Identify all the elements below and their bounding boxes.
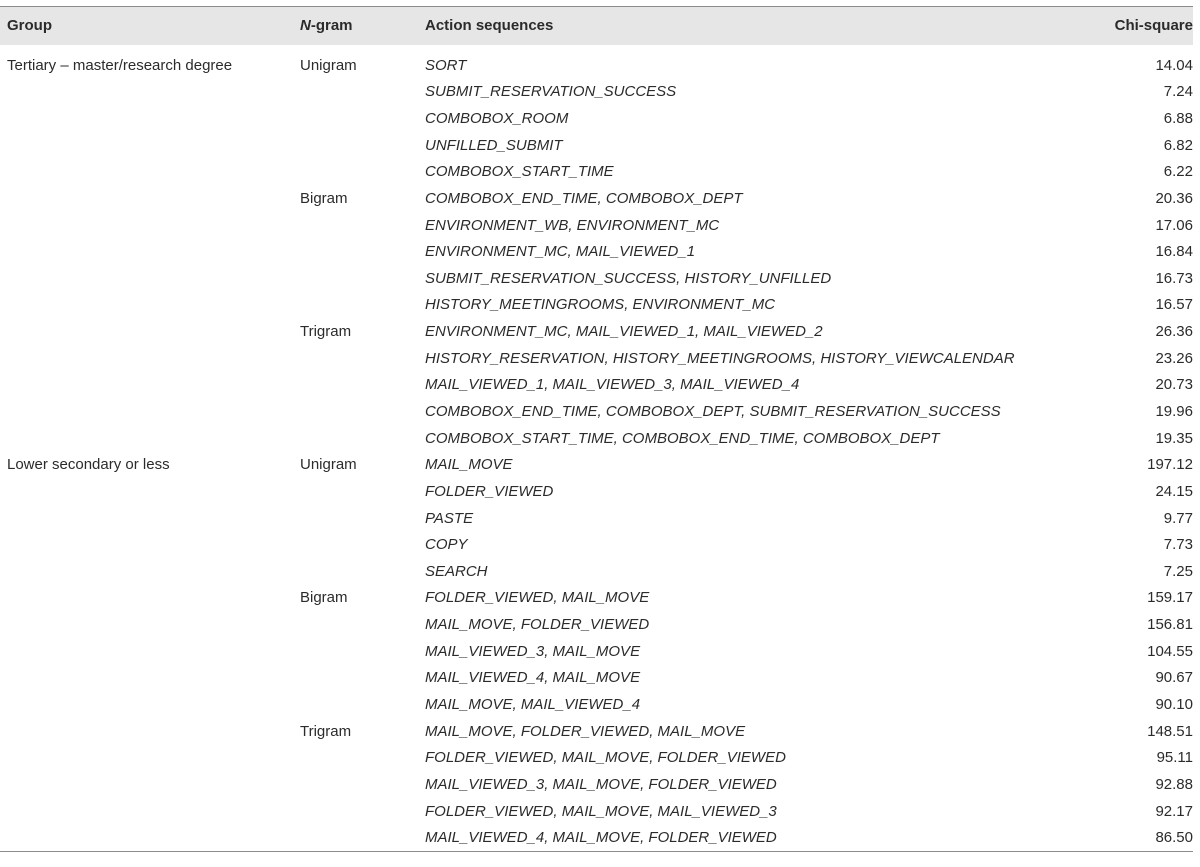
group-cell <box>0 345 300 372</box>
group-cell <box>0 691 300 718</box>
table-row <box>0 292 1193 319</box>
group-cell <box>0 824 300 851</box>
group-cell <box>0 425 300 452</box>
header-ngram-n: N <box>300 17 311 35</box>
group-cell <box>0 398 300 425</box>
table-row <box>0 638 1193 665</box>
chi-square-cell: 92.17 <box>1155 802 1193 820</box>
ngram-cell <box>300 691 425 718</box>
action-sequence-cell: MAIL_VIEWED_4, MAIL_MOVE <box>425 669 641 687</box>
chi-square-cell: 148.51 <box>1147 722 1193 740</box>
action-sequence-cell: COMBOBOX_START_TIME, COMBOBOX_END_TIME, COMBOBOX_DEPT <box>425 429 940 447</box>
table-row <box>0 185 1193 212</box>
ngram-cell <box>300 531 425 558</box>
group-cell <box>0 771 300 798</box>
action-sequence-cell: HISTORY_RESERVATION, HISTORY_MEETINGROOMS, HISTORY_VIEWCALENDAR <box>425 349 1015 367</box>
action-sequence-cell: FOLDER_VIEWED, MAIL_MOVE, MAIL_VIEWED_3 <box>425 802 777 820</box>
header-group: Group <box>7 17 52 35</box>
chi-square-cell: 19.96 <box>1155 403 1193 420</box>
group-cell <box>0 505 300 532</box>
group-cell <box>0 745 300 772</box>
action-sequence-cell: FOLDER_VIEWED, MAIL_MOVE, FOLDER_VIEWED <box>425 749 786 767</box>
chi-square-cell: 90.67 <box>1155 669 1193 687</box>
table-row <box>0 611 1193 638</box>
ngram-cell <box>300 638 425 665</box>
ngram-cell <box>300 238 425 265</box>
group-cell <box>0 265 300 292</box>
group-cell <box>0 318 300 345</box>
group-cell <box>0 798 300 825</box>
group-cell <box>0 531 300 558</box>
chi-square-cell: 7.73 <box>1163 536 1193 554</box>
chi-square-cell: 19.35 <box>1155 429 1193 447</box>
action-sequence-cell: MAIL_VIEWED_1, MAIL_VIEWED_3, MAIL_VIEWED_4 <box>425 376 800 394</box>
table-row <box>0 531 1193 558</box>
chi-square-cell: 7.24 <box>1163 83 1193 101</box>
ngram-cell: Trigram <box>300 722 352 740</box>
action-sequence-cell: MAIL_MOVE <box>425 456 513 474</box>
group-cell <box>0 79 300 106</box>
group-cell <box>0 611 300 638</box>
header-ngram <box>300 7 425 45</box>
chi-square-cell: 95.11 <box>1156 749 1193 767</box>
chi-square-cell: 197.12 <box>1147 456 1193 474</box>
action-sequence-cell: MAIL_MOVE, MAIL_VIEWED_4 <box>425 696 641 714</box>
action-sequence-cell: ENVIRONMENT_WB, ENVIRONMENT_MC <box>425 216 720 234</box>
action-sequence-cell: FOLDER_VIEWED, MAIL_MOVE <box>425 589 650 607</box>
action-sequence-cell: MAIL_VIEWED_3, MAIL_MOVE, FOLDER_VIEWED <box>425 775 777 793</box>
group-cell <box>0 558 300 585</box>
table-row <box>0 691 1193 718</box>
ngram-cell <box>300 505 425 532</box>
group-cell: Tertiary – master/research degree <box>7 56 233 74</box>
group-cell <box>0 478 300 505</box>
ngram-cell <box>300 398 425 425</box>
chi-square-cell: 6.22 <box>1163 163 1193 181</box>
group-cell <box>0 158 300 185</box>
ngram-cell <box>300 425 425 452</box>
chi-square-cell: 16.57 <box>1155 296 1193 314</box>
action-sequence-cell: UNFILLED_SUBMIT <box>425 136 563 154</box>
table-row <box>0 372 1193 399</box>
action-sequence-cell: SORT <box>425 56 467 74</box>
chi-square-cell: 7.25 <box>1163 562 1193 580</box>
table-row <box>0 451 1193 478</box>
action-sequence-cell: MAIL_MOVE, FOLDER_VIEWED <box>425 616 650 634</box>
action-sequence-cell: COMBOBOX_START_TIME <box>425 163 614 181</box>
header-ngram-suffix: -gram <box>310 17 353 35</box>
table-row <box>0 398 1193 425</box>
ngram-cell <box>300 265 425 292</box>
ngram-cell <box>300 132 425 159</box>
ngram-cell <box>300 611 425 638</box>
ngram-cell: Bigram <box>300 189 348 207</box>
header-chi-square: Chi-square <box>1114 17 1193 35</box>
table-row <box>0 478 1193 505</box>
chi-square-cell: 159.17 <box>1147 589 1193 607</box>
group-cell <box>0 132 300 159</box>
ngram-cell: Bigram <box>300 589 348 607</box>
chi-square-cell: 156.81 <box>1147 616 1193 634</box>
action-sequence-cell: MAIL_VIEWED_3, MAIL_MOVE <box>425 642 641 660</box>
table-body <box>0 45 1193 852</box>
group-cell <box>0 292 300 319</box>
table-row <box>0 505 1193 532</box>
action-sequence-cell: MAIL_MOVE, FOLDER_VIEWED, MAIL_MOVE <box>425 722 746 740</box>
action-sequence-cell: COMBOBOX_END_TIME, COMBOBOX_DEPT, SUBMIT_RESERVATION_SUCCESS <box>425 403 1001 420</box>
header-action-sequences: Action sequences <box>425 17 554 35</box>
ngram-cell <box>300 824 425 851</box>
action-sequence-cell: COMBOBOX_END_TIME, COMBOBOX_DEPT <box>425 189 743 207</box>
chi-square-cell: 14.04 <box>1155 56 1193 74</box>
chi-square-cell: 6.88 <box>1163 109 1193 127</box>
group-cell <box>0 665 300 692</box>
action-sequence-cell: COPY <box>425 536 468 554</box>
group-cell: Lower secondary or less <box>7 456 170 474</box>
action-sequence-cell: PASTE <box>425 509 474 527</box>
chi-square-cell: 17.06 <box>1155 216 1193 234</box>
group-cell <box>0 638 300 665</box>
ngram-cell <box>300 345 425 372</box>
group-cell <box>0 372 300 399</box>
ngram-cell <box>300 478 425 505</box>
group-cell <box>0 718 300 745</box>
chi-square-cell: 6.82 <box>1163 136 1193 154</box>
ngram-cell <box>300 105 425 132</box>
chi-square-cell: 92.88 <box>1155 775 1193 793</box>
chi-square-cell: 24.15 <box>1155 482 1193 500</box>
table-row <box>0 745 1193 772</box>
action-sequence-cell: FOLDER_VIEWED <box>425 482 554 500</box>
table-row <box>0 665 1193 692</box>
table-row <box>0 158 1193 185</box>
ngram-cell <box>300 79 425 106</box>
ngram-cell <box>300 292 425 319</box>
ngram-cell <box>300 798 425 825</box>
group-cell <box>0 212 300 239</box>
action-sequence-cell: ENVIRONMENT_MC, MAIL_VIEWED_1, MAIL_VIEWED_2 <box>425 323 823 341</box>
table-row <box>0 345 1193 372</box>
chi-square-cell: 90.10 <box>1155 696 1193 714</box>
chi-square-cell: 104.55 <box>1147 642 1193 660</box>
table-row <box>0 771 1193 798</box>
ngram-cell <box>300 158 425 185</box>
ngram-cell <box>300 745 425 772</box>
table-row <box>0 265 1193 292</box>
table-row <box>0 212 1193 239</box>
table-row <box>0 798 1193 825</box>
chi-square-cell: 16.84 <box>1155 243 1193 261</box>
table-row <box>0 45 1193 79</box>
chi-square-cell: 26.36 <box>1155 323 1193 341</box>
table-row <box>0 718 1193 745</box>
table-row <box>0 105 1193 132</box>
table-row <box>0 824 1193 851</box>
group-cell <box>0 105 300 132</box>
action-sequence-cell: COMBOBOX_ROOM <box>425 109 569 127</box>
group-cell <box>0 185 300 212</box>
group-cell <box>0 238 300 265</box>
ngram-cell: Unigram <box>300 56 357 74</box>
ngram-cell <box>300 665 425 692</box>
ngram-cell <box>300 212 425 239</box>
ngram-cell: Unigram <box>300 456 357 474</box>
ngram-cell <box>300 372 425 399</box>
ngram-chi-square-table <box>0 6 1193 852</box>
header-row <box>0 7 1193 45</box>
action-sequence-cell: SEARCH <box>425 562 488 580</box>
table-row <box>0 558 1193 585</box>
action-sequence-cell: ENVIRONMENT_MC, MAIL_VIEWED_1 <box>425 243 696 261</box>
action-sequence-cell: SUBMIT_RESERVATION_SUCCESS, HISTORY_UNFILLED <box>425 269 832 287</box>
chi-square-cell: 20.73 <box>1155 376 1193 394</box>
chi-square-cell: 16.73 <box>1155 269 1193 287</box>
chi-square-cell: 9.77 <box>1163 509 1193 527</box>
group-cell <box>0 585 300 612</box>
ngram-cell: Trigram <box>300 323 352 341</box>
chi-square-cell: 23.26 <box>1155 349 1193 367</box>
table-row <box>0 238 1193 265</box>
action-sequence-cell: MAIL_VIEWED_4, MAIL_MOVE, FOLDER_VIEWED <box>425 829 777 846</box>
chi-square-cell: 20.36 <box>1155 189 1193 207</box>
table-row <box>0 318 1193 345</box>
chi-square-cell: 86.50 <box>1155 829 1193 846</box>
action-sequence-cell: SUBMIT_RESERVATION_SUCCESS <box>425 83 677 101</box>
table-header <box>0 7 1193 45</box>
ngram-cell <box>300 771 425 798</box>
table-row <box>0 585 1193 612</box>
action-sequence-cell: HISTORY_MEETINGROOMS, ENVIRONMENT_MC <box>425 296 776 314</box>
table-row <box>0 425 1193 452</box>
table-row <box>0 132 1193 159</box>
table-row <box>0 79 1193 106</box>
ngram-cell <box>300 558 425 585</box>
